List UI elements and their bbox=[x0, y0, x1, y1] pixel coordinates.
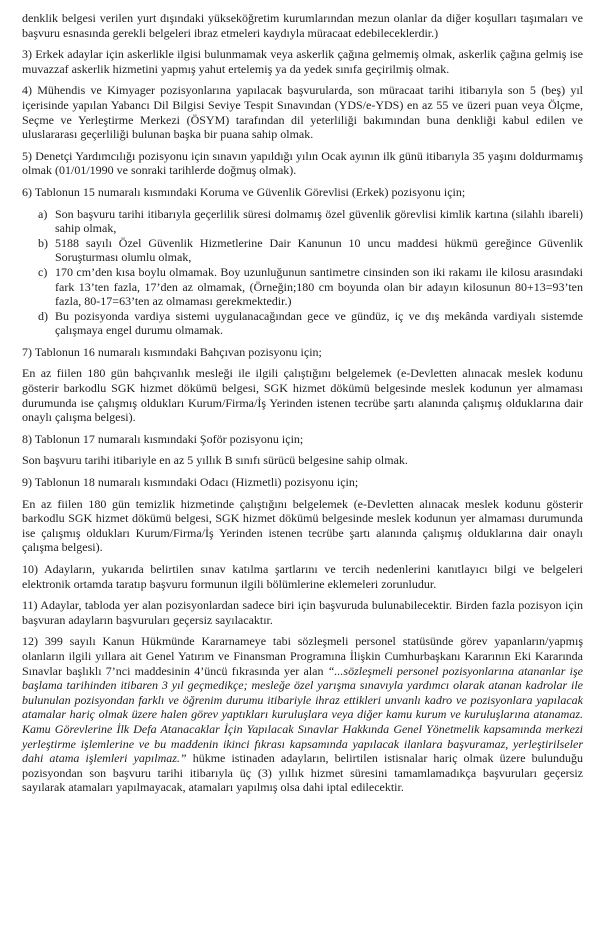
paragraph-item-11: 11) Adaylar, tabloda yer alan pozisyonlardan sadece biri için başvuruda bulunabilecektir. Birden fazla pozisyon için başvuran adayların başvuruları geçersiz sayılacaktır. bbox=[22, 598, 583, 627]
list-marker-c: c) bbox=[38, 264, 48, 279]
paragraph-12-lead: 12) 399 sayılı Kanun Hükmünde Kararnameye tabi sözleşmeli personel statüsünde görev yapanların/yapmış olanların ilgili yıllara ait Genel Yatırım ve Finansman Programına İlişkin Cumhurbaşkanı Kararının Eki Kararında Sınavlar başlıklı 7’nci maddesinin 4’üncü fıkrasında yer alan bbox=[22, 634, 583, 678]
paragraph-item-3: 3) Erkek adaylar için askerlikle ilgisi bulunmamak veya askerlik çağına gelmemiş olmak, askerlik çağına gelmiş ise muvazzaf askerlik hizmetini yapmış yahut ertelemiş ya da yedek sınıfa geçirilmiş olmak. bbox=[22, 47, 583, 76]
list-marker-a: a) bbox=[38, 206, 48, 221]
list-marker-b: b) bbox=[38, 235, 48, 250]
list-item-d bbox=[22, 309, 583, 338]
list-item-b bbox=[22, 236, 583, 265]
paragraph-item-5: 5) Denetçi Yardımcılığı pozisyonu için sınavın yapıldığı yılın Ocak ayının ilk günü itibarıyla 35 yaşını doldurmamış olmak (01/01/1990 ve sonraki tarihlerde doğmuş olmak). bbox=[22, 148, 583, 178]
paragraph-item-6-header: 6) Tablonun 15 numaralı kısmındaki Koruma ve Güvenlik Görevlisi (Erkek) pozisyonu için; bbox=[22, 184, 466, 199]
paragraph-item-4: 4) Mühendis ve Kimyager pozisyonlarına yapılacak başvurularda, son müracaat tarihi itibarıyla son 5 (beş) yıl içerisinde yapılan Yabancı Dil Bilgisi Seviye Tespit Sınavından (YDS/e-YDS) en az 55 ve üzeri puan veya Ölçme, Seçme ve Yerleştirme Merkezi (ÖSYM) tarafından dil yeterliliği bakımından buna denkliği kabul edilen ve uluslararası geçerliliği bulunan başka bir puana sahip olmak. bbox=[22, 83, 583, 142]
paragraph-item-9-body: En az fiilen 180 gün temizlik hizmetinde çalıştığını belgelemek (e-Devletten alınacak meslek kodunu gösterir barkodlu SGK hizmet dökümü belgesi, SGK hizmet dökümü belgesinde meslek kodunun yer almaması durumunda ise çalışmış oldukları Kurum/Firma/İş Yerinden istenen tecrübe şartı alanında çalışmış olduklarına dair onaylı çalışma belgesi). bbox=[22, 496, 583, 555]
list-marker-d: d) bbox=[38, 308, 48, 323]
list-item-b-text: 5188 sayılı Özel Güvenlik Hizmetlerine Dair Kanunun 10 uncu maddesi hükmü gereğince Güvenlik Soruşturması olumlu olmak, bbox=[55, 235, 583, 265]
paragraph-item-8-header: 8) Tablonun 17 numaralı kısmındaki Şoför pozisyonu için; bbox=[22, 431, 304, 446]
paragraph-12-tail: hükme istinaden adayların, belirtilen istisnalar hariç olmak üzere bulunduğu pozisyondan son başvuru tarihi itibarıyla üç (3) yıllık hizmet süresini tamamlamadıkça başvuruları geçersiz sayılarak atamaları yapılmayacak, atamaları yapılmış olsa dahi iptal edilecektir. bbox=[22, 751, 583, 795]
paragraph-item-12 bbox=[22, 634, 583, 795]
list-item-c bbox=[22, 265, 583, 309]
paragraph-item-10: 10) Adayların, yukarıda belirtilen sınav katılma şartlarını ve tercih nedenlerini kanıtlayıcı bilgi ve belgeleri elektronik ortamda taratıp başvuru formunun ilgili bölümlerine eklemeleri zorunludur. bbox=[22, 562, 583, 591]
paragraph-item-9-header: 9) Tablonun 18 numaralı kısmındaki Odacı (Hizmetli) pozisyonu için; bbox=[22, 475, 359, 490]
list-item-a bbox=[22, 207, 583, 236]
paragraph-12-quoted-provision: “...sözleşmeli personel pozisyonlarına atananlar işe başlama tarihinden itibaren 3 yıl geçmedikçe; mesleğe özel yarışma sınavıyla yardımcı olarak atanan kadrolar ile bulunulan pozisyondan farklı ve öğrenim durumu itibariyle ihraz ettikleri unvanlı kadro ve pozisyonlara yapılacak atamalar hariç olmak üzere halen görev yaptıkları kuruluşlara veya diğer kamu kurum ve kuruluşlarına atanamaz. Kamu Görevlerine İlk Defa Atanacaklar İçin Yapılacak Sınavlar Hakkında Genel Yönetmelik kapsamında merkezi yerleştirme işlemlerine ve bu maddenin ikinci fıkrası kapsamında yapılacak ilanlara başvuramaz, yerleştirilseler dahi atama işlemleri yapılmaz.” bbox=[22, 663, 583, 766]
list-item-a-text: Son başvuru tarihi itibarıyla geçerlilik süresi dolmamış özel güvenlik görevlisi kimlik kartına (silahlı ibareli) sahip olmak, bbox=[55, 206, 583, 236]
item-6-lettered-list bbox=[22, 207, 583, 338]
paragraph-item-7-header: 7) Tablonun 16 numaralı kısmındaki Bahçıvan pozisyonu için; bbox=[22, 344, 322, 359]
paragraph-item-8-body: Son başvuru tarihi itibariyle en az 5 yıllık B sınıfı sürücü belgesine sahip olmak. bbox=[22, 453, 408, 468]
list-item-d-text: Bu pozisyonda vardiya sistemi uygulanacağından gece ve gündüz, iç ve dış mekânda vardiyalı sistemde çalışmaya engel durumu olmamak. bbox=[55, 308, 583, 338]
list-item-c-text: 170 cm’den kısa boylu olmamak. Boy uzunluğunun santimetre cinsinden son iki rakamı ile kilosu arasındaki fark 13’ten fazla, 17’den az olmamak, (Örneğin;180 cm boyunda olan bir adayın kilosunun 80+13=93’ten fazla, 80-17=63’ten az olmaması gerekmektedir.) bbox=[55, 264, 583, 309]
paragraph-continuation: denklik belgesi verilen yurt dışındaki yükseköğretim kurumlarından mezun olanlar da diğer koşulları taşımaları ve başvuru esnasında gerekli belgeleri ibraz etmeleri kaydıyla müracaat edebileceklerdir.) bbox=[22, 11, 583, 40]
paragraph-item-7-body: En az fiilen 180 gün bahçıvanlık mesleği ile ilgili çalıştığını belgelemek (e-Devletten alınacak meslek kodunu gösterir barkodlu SGK hizmet dökümü belgesi, SGK hizmet dökümü belgesinde meslek kodunun yer almaması durumunda ise çalışmış oldukları Kurum/Firma/İş Yerinden istenen tecrübe şartı alanında çalışmış olduklarına dair onaylı çalışma belgesi). bbox=[22, 366, 583, 425]
